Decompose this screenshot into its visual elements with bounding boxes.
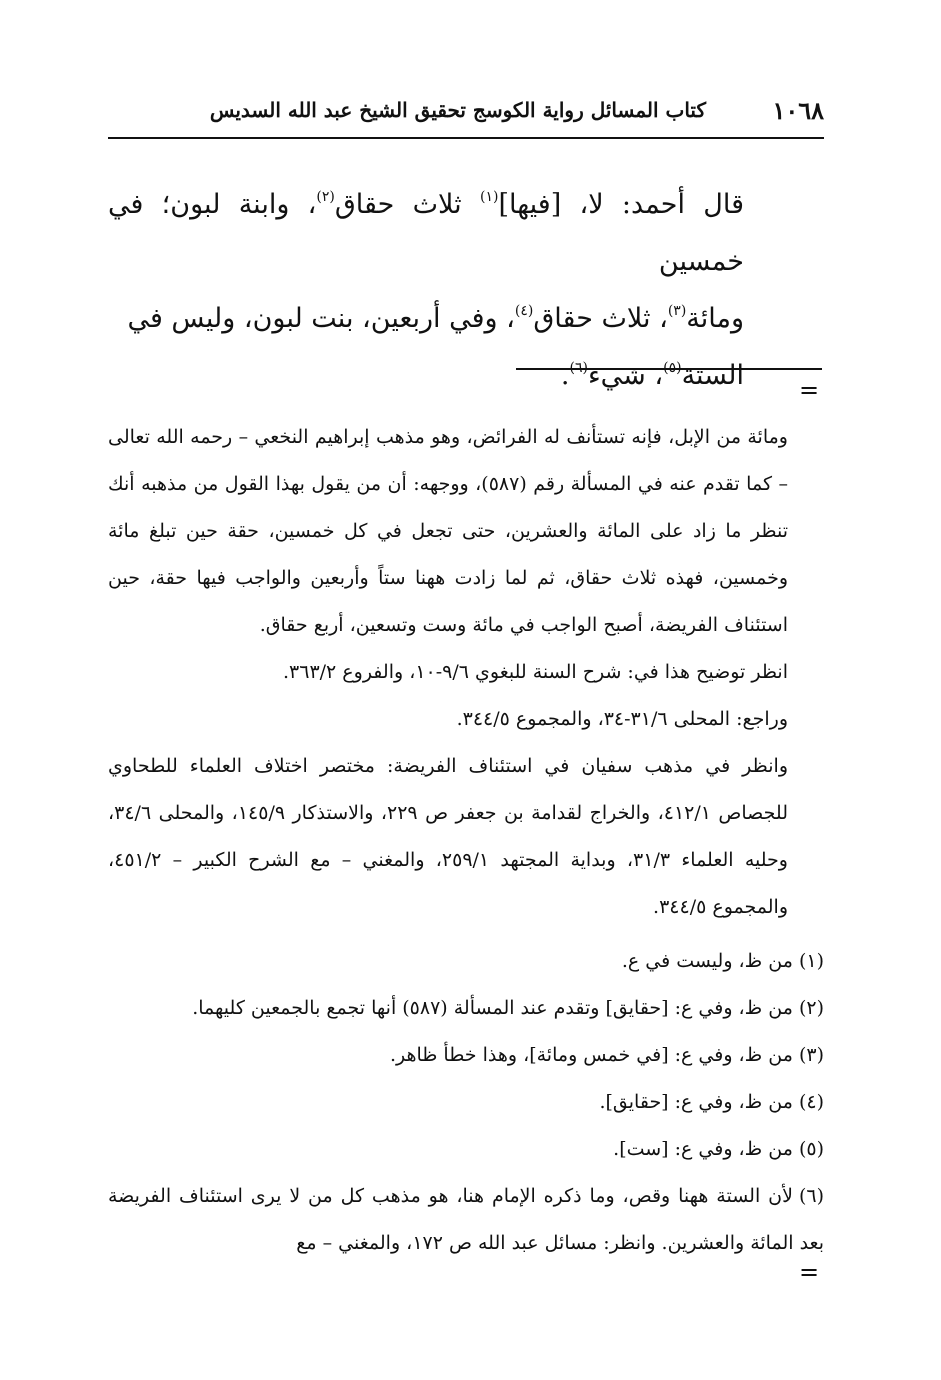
footnote-ref: (٢) (316, 189, 335, 205)
footnote (108, 1032, 824, 1079)
text-segment: ، ثلاث حقاق (533, 303, 668, 334)
footnote-number: (٢) (798, 997, 824, 1019)
footnote-number: (٤) (798, 1091, 824, 1113)
footnote (108, 985, 824, 1032)
footnote-ref: (٥) (663, 360, 682, 376)
footnote-text: من ظ، وفي ع: [حقايق]. (599, 1091, 793, 1113)
text-segment: ، وابنة لبون؛ في خمسين (108, 189, 744, 277)
main-text-line (108, 176, 744, 290)
footnote-text: من ظ، وفي ع: [حقايق] وتقدم عند المسألة (٥٨٧) أنها تجمع بالجمعين كليهما. (192, 997, 793, 1019)
page-number: ١٠٦٨ (772, 96, 824, 125)
footnote-text: من ظ، وفي ع: [في خمس ومائة]، وهذا خطأ ظاهر. (389, 1044, 793, 1066)
footnotes-list (108, 938, 824, 1267)
main-text-line (108, 290, 744, 347)
footnote-text: من ظ، وفي ع: [ست]. (613, 1138, 793, 1160)
footnote-number: (٥) (798, 1138, 824, 1160)
footnote (108, 1079, 824, 1126)
continuation-mark-top: = (798, 376, 820, 404)
text-segment: ثلاث حقاق (334, 189, 480, 220)
footnote-ref: (٦) (569, 360, 588, 376)
footnote-number: (٣) (798, 1044, 824, 1066)
continuation-mark-bottom: = (798, 1258, 820, 1286)
footnote-paragraph: وانظر في مذهب سفيان في استئناف الفريضة: مختصر اختلاف العلماء للطحاوي للجصاص ٤١٢/١، والخراج لقدامة بن جعفر ص ٢٢٩، والاستذكار ١٤٥/٩، والمحلى ٣٤/٦، وحليه العلماء ٣١/٣، وبداية المجتهد ٢٥٩/١، والمغني – مع الشرح الكبير – ٤٥١/٢، والمجموع ٣٤٤/٥. (108, 755, 788, 918)
text-segment: . (560, 360, 570, 391)
text-segment: ، شيء (587, 360, 664, 391)
footnote-text: لأن الستة ههنا وقص، وما ذكره الإمام هنا، هو مذهب كل من لا يرى استئناف الفريضة بعد المائة والعشرين. وانظر: مسائل عبد الله ص ١٧٢، والمغني – مع (108, 1185, 824, 1254)
footnote (108, 1126, 824, 1173)
text-segment: ومائة (686, 303, 744, 334)
footnote-paragraph: ومائة من الإبل، فإنه تستأنف له الفرائض، وهو مذهب إبراهيم النخعي – رحمه الله تعالى – كما تقدم عنه في المسألة رقم (٥٨٧)، ووجهه: أن من يقول بهذا القول من مذهبه أنك تنظر ما زاد على المائة والعشرين، حتى تجعل في كل خمسين، حقة حين تبلغ مائة وخمسين، فهذه ثلاث حقاق، ثم لما زادت ههنا ستاً وأربعين والواجب فيها حقة، حين استئناف الفريضة، أصبح الواجب في مائة وست وتسعين، أربع حقاق. (108, 426, 788, 636)
footnote-text: من ظ، وليست في ع. (621, 950, 793, 972)
footnote-number: (٦) (798, 1185, 824, 1207)
footnote-paragraph: انظر توضيح هذا في: شرح السنة للبغوي ٩/٦-١٠، والفروع ٣٦٣/٢. (282, 661, 788, 683)
text-segment: قال أحمد: لا، [فيها] (498, 189, 744, 220)
text-segment: ، وفي أربعين، بنت لبون، وليس في (127, 303, 515, 334)
text-segment: الستة (681, 360, 744, 391)
main-text-line (108, 347, 744, 404)
footnote-paragraph: وراجع: المحلى ٣١/٦-٣٤، والمجموع ٣٤٤/٥. (456, 708, 788, 730)
header-rule (108, 137, 824, 139)
footnote-separator (516, 368, 822, 370)
footnote (108, 1173, 824, 1267)
continued-footnote (108, 414, 788, 931)
footnote-number: (١) (798, 950, 824, 972)
footnote-ref: (١) (479, 189, 499, 205)
footnote-ref: (٤) (514, 303, 534, 319)
footnote-ref: (٣) (667, 303, 687, 319)
page-header (108, 92, 824, 134)
footnote (108, 938, 824, 985)
running-title: كتاب المسائل رواية الكوسج تحقيق الشيخ عبد الله السديس (209, 98, 706, 122)
